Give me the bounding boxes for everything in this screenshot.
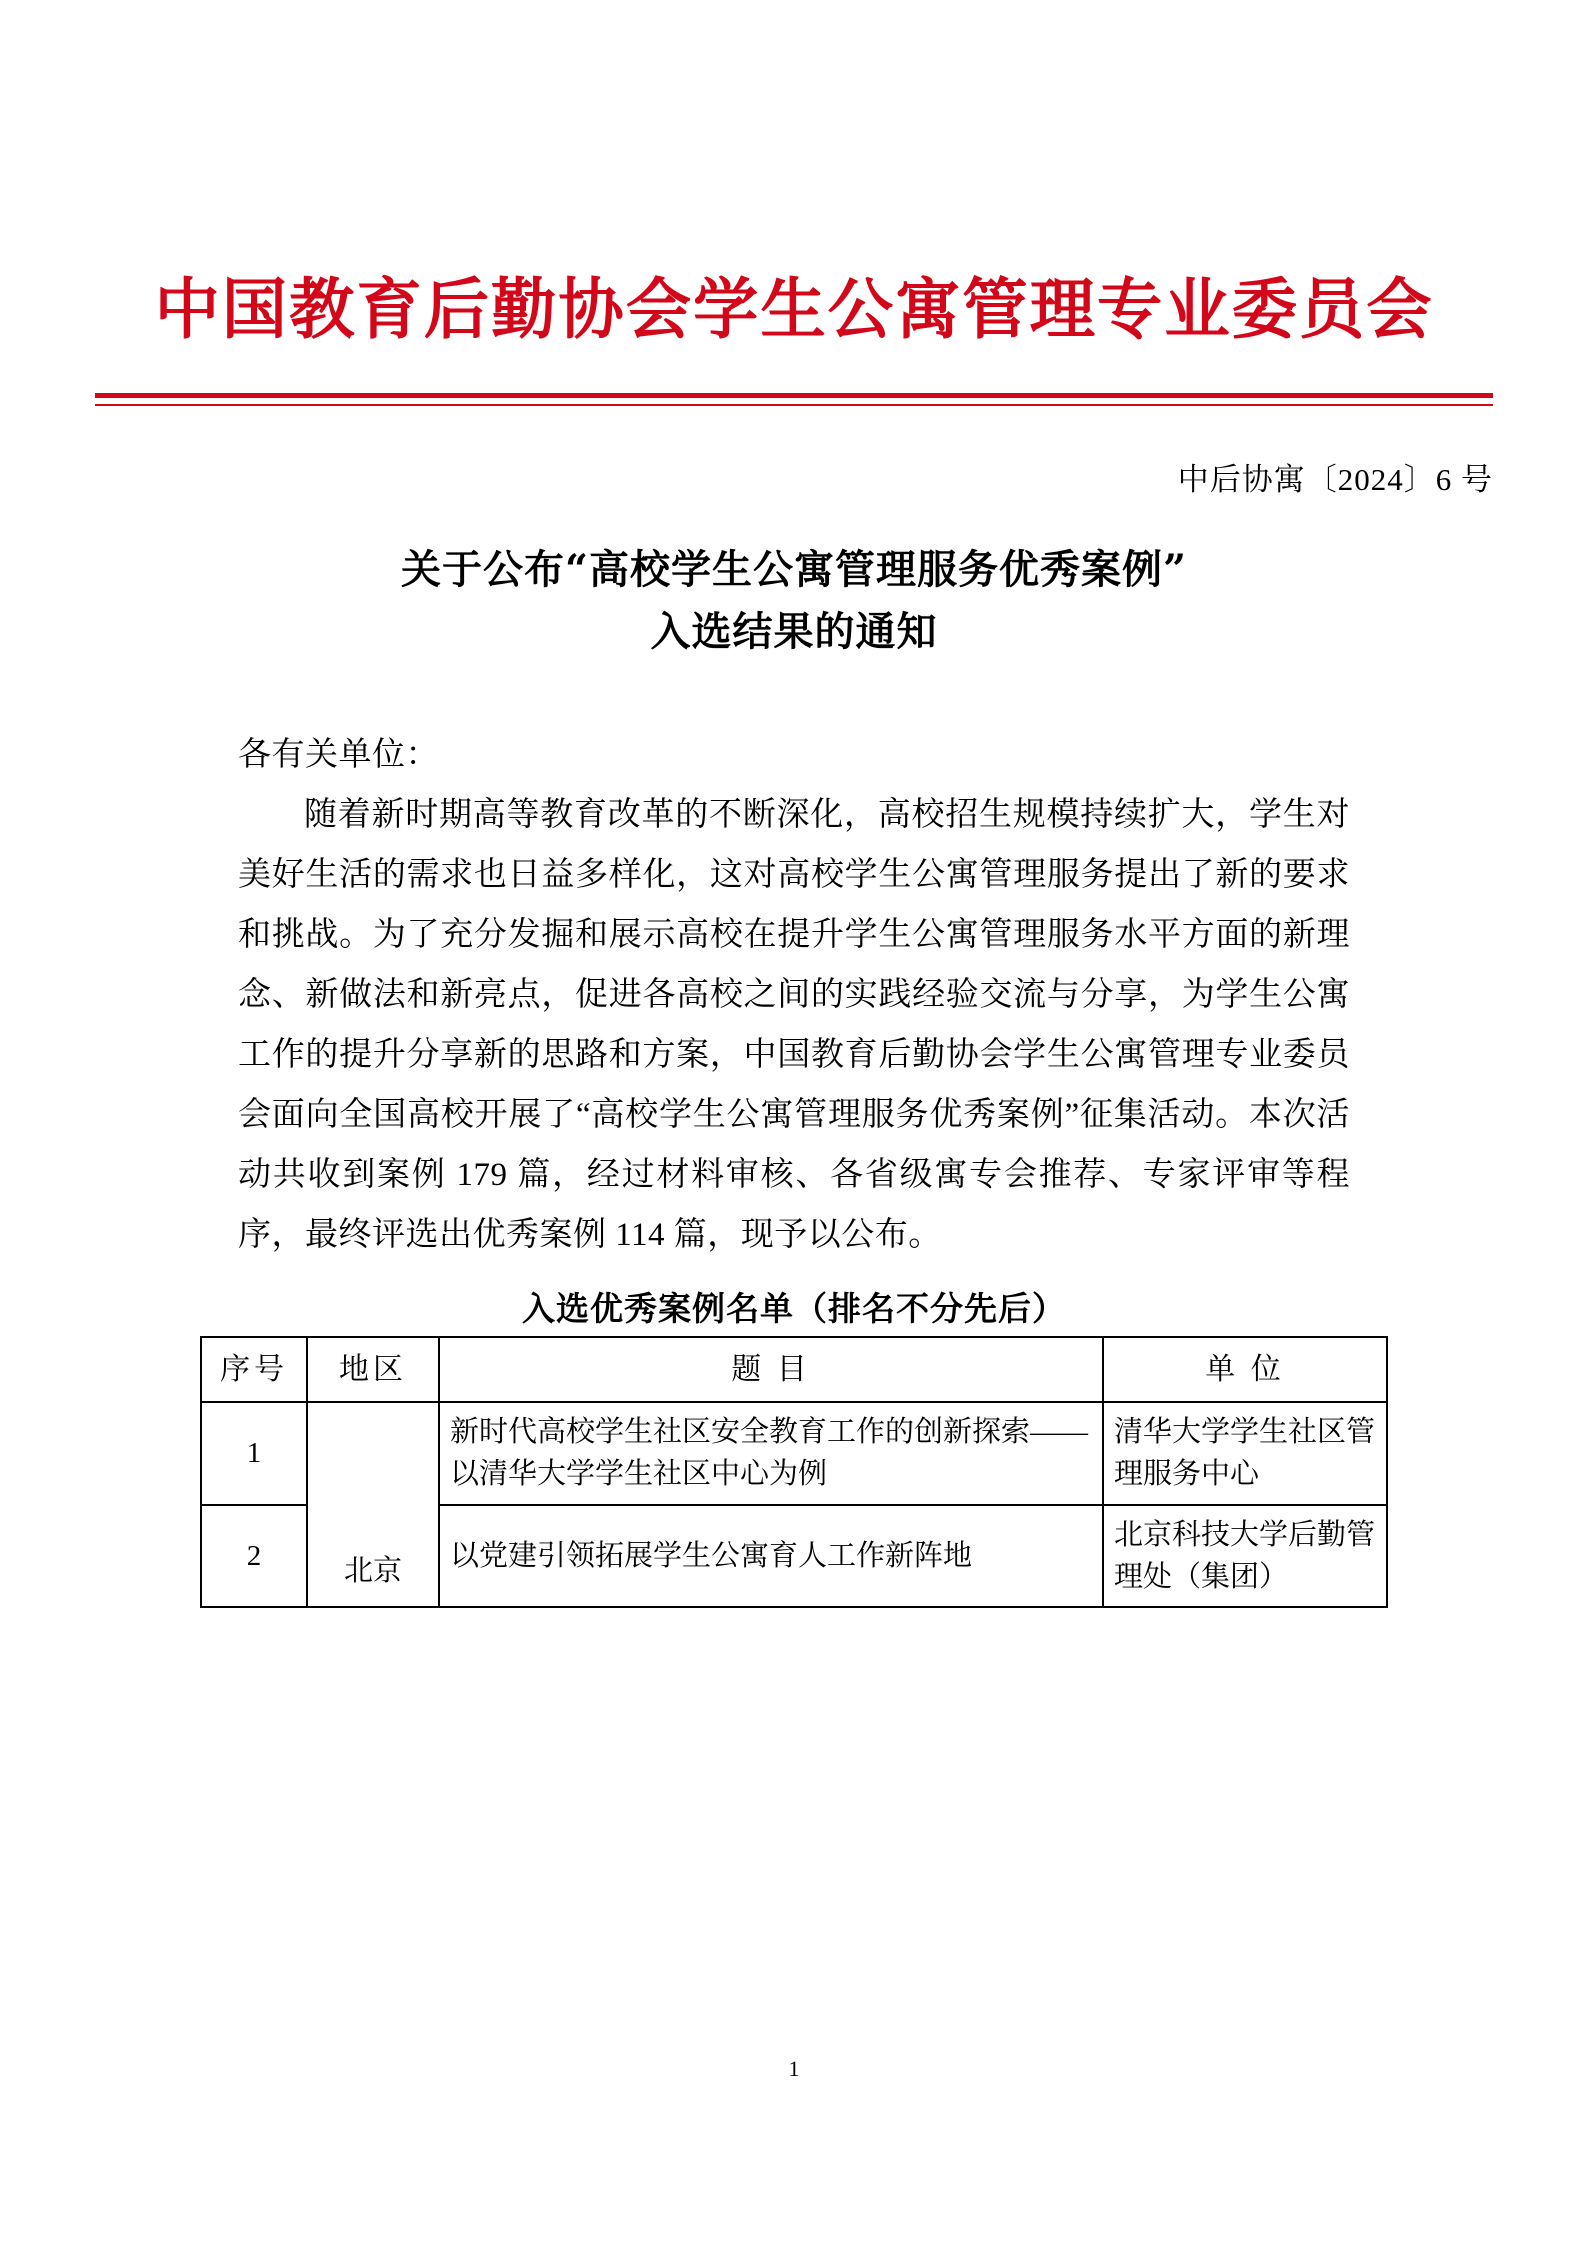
cell-unit: 北京科技大学后勤管理处（集团） <box>1103 1505 1387 1607</box>
cell-title: 新时代高校学生社区安全教育工作的创新探索——以清华大学学生社区中心为例 <box>439 1402 1103 1504</box>
column-header-title: 题 目 <box>439 1337 1103 1403</box>
cell-region: 北京 <box>307 1402 439 1606</box>
salutation: 各有关单位： <box>238 736 439 773</box>
document-body <box>238 725 1350 1265</box>
case-list-section <box>200 1283 1388 1608</box>
column-header-region: 地区 <box>307 1337 439 1403</box>
column-header-unit: 单 位 <box>1103 1337 1387 1403</box>
column-header-index: 序号 <box>201 1337 307 1403</box>
page-number: 1 <box>788 2056 800 2081</box>
case-list-table <box>200 1336 1388 1608</box>
divider-thin-line <box>95 404 1493 406</box>
page-title-line-2: 入选结果的通知 <box>650 607 938 655</box>
cell-title: 以党建引领拓展学生公寓育人工作新阵地 <box>439 1505 1103 1607</box>
cell-index: 1 <box>201 1402 307 1504</box>
cell-index: 2 <box>201 1505 307 1607</box>
document-number: 中后协寓〔2024〕6 号 <box>1177 461 1493 497</box>
table-header-row <box>201 1337 1387 1403</box>
table-row <box>201 1402 1387 1504</box>
cell-unit: 清华大学学生社区管理服务中心 <box>1103 1402 1387 1504</box>
letterhead-divider <box>95 393 1493 406</box>
table-caption: 入选优秀案例名单（排名不分先后） <box>522 1288 1066 1328</box>
page-title-line-1: 关于公布“高校学生公寓管理服务优秀案例” <box>400 545 1187 593</box>
page-title <box>150 539 1438 663</box>
letterhead <box>0 268 1588 351</box>
body-paragraph-1: 随着新时期高等教育改革的不断深化，高校招生规模持续扩大，学生对美好生活的需求也日益多样化，这对高校学生公寓管理服务提出了新的要求和挑战。为了充分发掘和展示高校在提升学生公寓管理服务水平方面的新理念、新做法和新亮点，促进各高校之间的实践经验交流与分享，为学生公寓工作的提升分享新的思路和方案，中国教育后勤协会学生公寓管理专业委员会面向全国高校开展了“高校学生公寓管理服务优秀案例”征集活动。本次活动共收到案例 179 篇，经过材料审核、各省级寓专会推荐、专家评审等程序，最终评选出优秀案例 114 篇，现予以公布。 <box>238 796 1350 1253</box>
letterhead-organization: 中国教育后勤协会学生公寓管理专业委员会 <box>154 270 1434 348</box>
